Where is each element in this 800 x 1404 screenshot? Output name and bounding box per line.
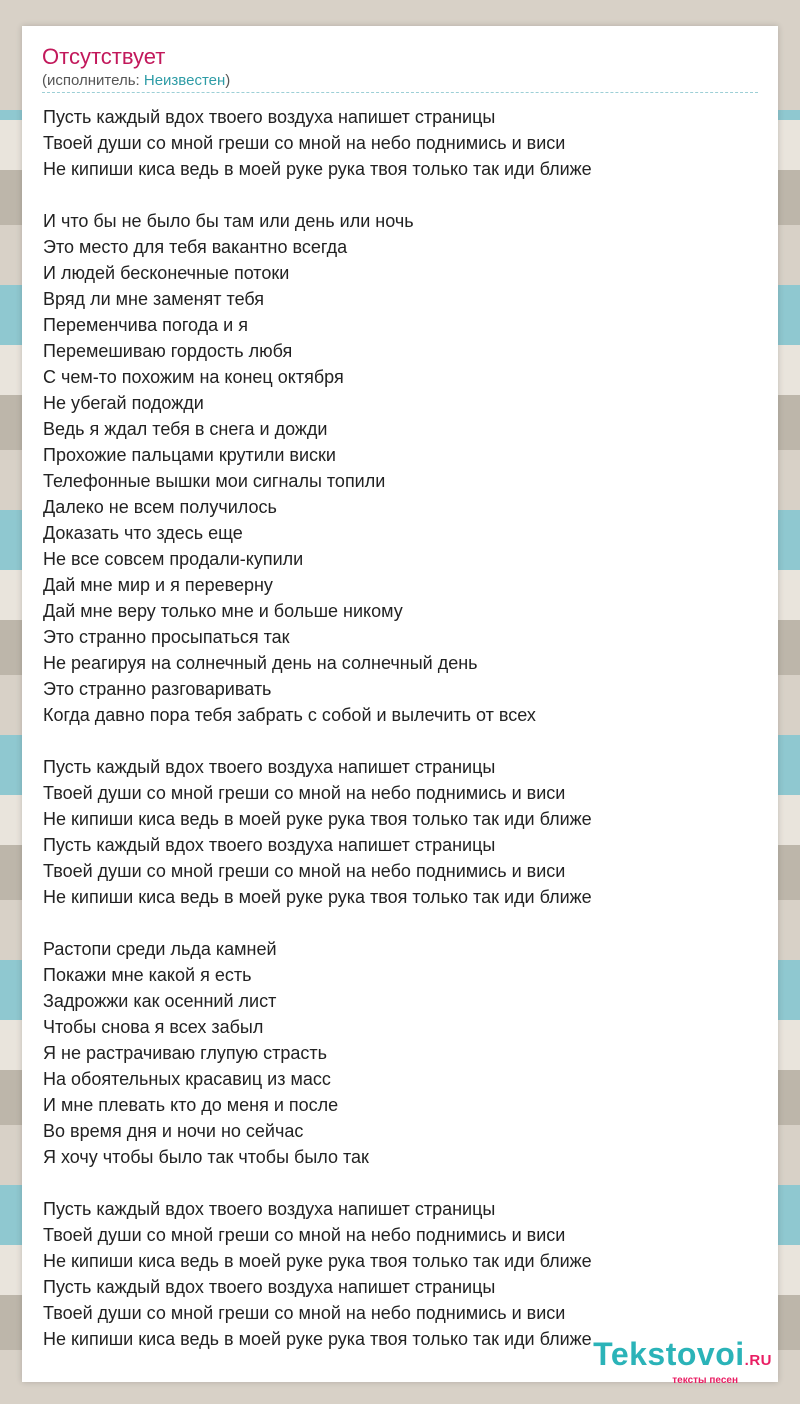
stanza-gap xyxy=(43,728,763,754)
lyric-line: Это странно разговаривать xyxy=(43,679,272,699)
lyric-line: Когда давно пора тебя забрать с собой и вылечить от всех xyxy=(43,705,536,725)
lyric-line: Не кипиши киса ведь в моей руке рука твоя только так иди ближе xyxy=(43,1251,592,1271)
artist-line xyxy=(42,72,230,89)
lyric-line: Это странно просыпаться так xyxy=(43,627,290,647)
lyric-line: Не реагируя на солнечный день на солнечный день xyxy=(43,653,478,673)
song-title: Отсутствует xyxy=(42,44,166,69)
lyric-line: Я не растрачиваю глупую страсть xyxy=(43,1043,327,1063)
artist-link[interactable]: Неизвестен xyxy=(143,72,226,89)
divider xyxy=(42,92,758,93)
lyric-line: И людей бесконечные потоки xyxy=(43,263,290,283)
logo-tld: .RU xyxy=(744,1352,772,1369)
lyric-line: Не кипиши киса ведь в моей руке рука твоя только так иди ближе xyxy=(43,809,592,829)
lyric-line: Переменчива погода и я xyxy=(43,315,248,335)
lyrics-card xyxy=(22,26,778,1382)
lyric-line: Твоей души со мной греши со мной на небо поднимись и виси xyxy=(43,1225,566,1245)
lyric-line: Пусть каждый вдох твоего воздуха напишет страницы xyxy=(43,757,496,777)
lyric-line: Не кипиши киса ведь в моей руке рука твоя только так иди ближе xyxy=(43,887,592,907)
lyric-line: Ведь я ждал тебя в снега и дожди xyxy=(43,419,328,439)
lyric-line: Далеко не всем получилось xyxy=(43,497,277,517)
lyric-line: Не убегай подожди xyxy=(43,393,204,413)
lyric-line: Не кипиши киса ведь в моей руке рука твоя только так иди ближе xyxy=(43,1329,592,1349)
lyric-line: Не все совсем продали-купили xyxy=(43,549,304,569)
logo-name: Tekstovoi xyxy=(593,1336,745,1372)
stanza-gap xyxy=(43,910,763,936)
lyric-line: С чем-то похожим на конец октября xyxy=(43,367,344,387)
lyric-line: И что бы не было бы там или день или ночь xyxy=(43,211,414,231)
stanza-gap xyxy=(43,1170,763,1196)
lyric-line: Растопи среди льда камней xyxy=(43,939,277,959)
lyric-line: Дай мне веру только мне и больше никому xyxy=(43,601,403,621)
lyric-line: Твоей души со мной греши со мной на небо поднимись и виси xyxy=(43,861,566,881)
artist-suffix: ) xyxy=(225,72,231,89)
lyric-line: Доказать что здесь еще xyxy=(43,523,243,543)
lyric-line: Дай мне мир и я переверну xyxy=(43,575,273,595)
lyric-line: Это место для тебя вакантно всегда xyxy=(43,237,348,257)
lyric-line: На обоятельных красавиц из масс xyxy=(43,1069,331,1089)
lyric-line: Пусть каждый вдох твоего воздуха напишет страницы xyxy=(43,107,496,127)
lyric-line: Задрожжи как осенний лист xyxy=(43,991,277,1011)
lyric-line: Перемешиваю гордость любя xyxy=(43,341,293,361)
lyric-line: Пусть каждый вдох твоего воздуха напишет страницы xyxy=(43,835,496,855)
site-logo[interactable] xyxy=(593,1338,772,1386)
lyric-line: Пусть каждый вдох твоего воздуха напишет страницы xyxy=(43,1199,496,1219)
stanza-gap xyxy=(43,182,763,208)
lyric-line: Вряд ли мне заменят тебя xyxy=(43,289,265,309)
lyric-line: Во время дня и ночи но сейчас xyxy=(43,1121,304,1141)
lyric-line: Твоей души со мной греши со мной на небо поднимись и виси xyxy=(43,783,566,803)
lyric-line: Телефонные вышки мои сигналы топили xyxy=(43,471,386,491)
lyric-line: Чтобы снова я всех забыл xyxy=(43,1017,264,1037)
lyric-line: Твоей души со мной греши со мной на небо поднимись и виси xyxy=(43,133,566,153)
lyrics-text xyxy=(43,104,763,1352)
artist-prefix: (исполнитель: xyxy=(42,72,144,89)
lyric-line: И мне плевать кто до меня и после xyxy=(43,1095,339,1115)
lyric-line: Не кипиши киса ведь в моей руке рука твоя только так иди ближе xyxy=(43,159,592,179)
lyric-line: Покажи мне какой я есть xyxy=(43,965,252,985)
lyric-line: Пусть каждый вдох твоего воздуха напишет страницы xyxy=(43,1277,496,1297)
lyric-line: Твоей души со мной греши со мной на небо поднимись и виси xyxy=(43,1303,566,1323)
lyric-line: Я хочу чтобы было так чтобы было так xyxy=(43,1147,369,1167)
logo-tagline: тексты песен xyxy=(672,1375,738,1386)
lyric-line: Прохожие пальцами крутили виски xyxy=(43,445,336,465)
